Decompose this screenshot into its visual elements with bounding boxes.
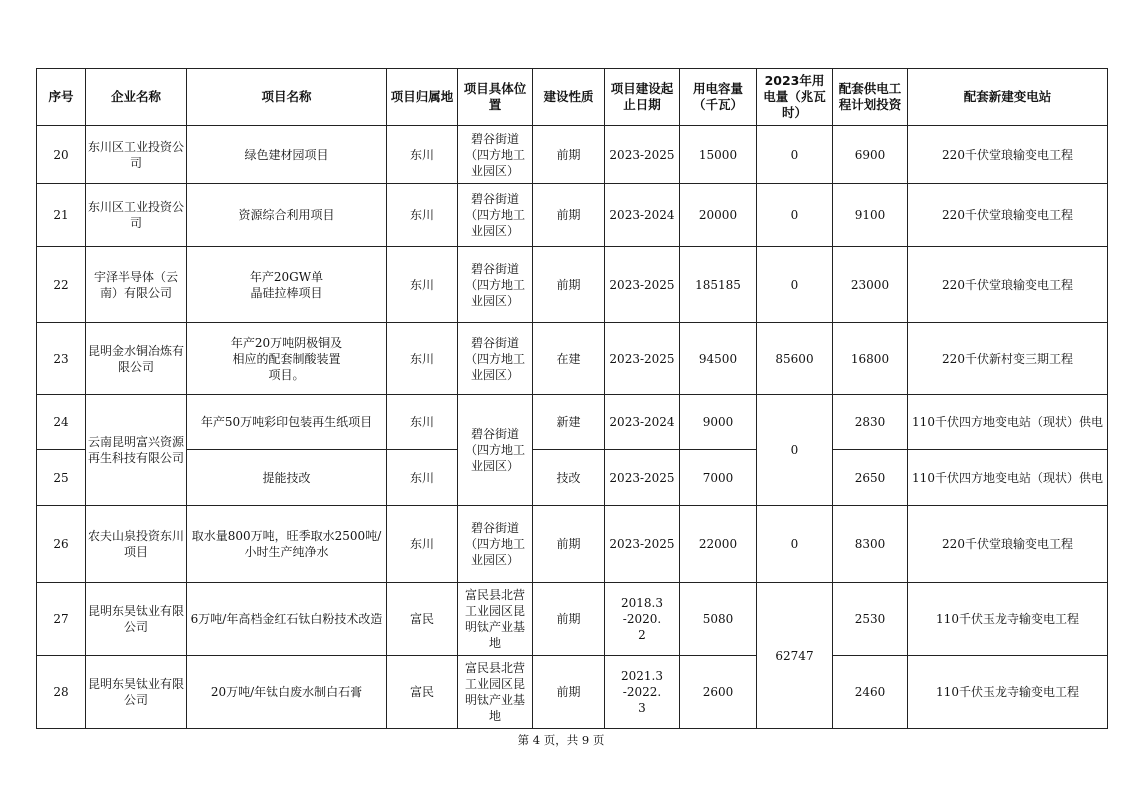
table-row [37, 184, 1108, 247]
cell-region: 东川 [387, 506, 458, 583]
cell-nature: 新建 [533, 395, 605, 450]
cell-usage: 0 [757, 395, 833, 506]
cell-substation: 110千伏玉龙寺输变电工程 [908, 583, 1108, 656]
cell-project: 年产50万吨彩印包装再生纸项目 [187, 395, 387, 450]
cell-period: 2023-2025 [605, 323, 680, 395]
cell-region: 东川 [387, 126, 458, 184]
cell-project: 年产20万吨阴极铜及相应的配套制酸装置项目。 [187, 323, 387, 395]
cell-seq: 22 [37, 247, 86, 323]
cell-capacity: 5080 [680, 583, 757, 656]
cell-capacity: 2600 [680, 656, 757, 729]
cell-usage: 0 [757, 506, 833, 583]
table-row [37, 506, 1108, 583]
table-row [37, 656, 1108, 729]
cell-region: 东川 [387, 247, 458, 323]
table-row [37, 247, 1108, 323]
cell-nature: 前期 [533, 506, 605, 583]
page-footer: 第 4 页，共 9 页 [517, 733, 605, 747]
header-period: 项目建设起止日期 [605, 69, 680, 126]
cell-project: 资源综合利用项目 [187, 184, 387, 247]
cell-usage: 0 [757, 126, 833, 184]
cell-seq: 23 [37, 323, 86, 395]
cell-nature: 技改 [533, 450, 605, 506]
cell-location: 碧谷街道（四方地工业园区） [458, 184, 533, 247]
cell-seq: 26 [37, 506, 86, 583]
cell-location: 碧谷街道（四方地工业园区） [458, 506, 533, 583]
cell-capacity: 9000 [680, 395, 757, 450]
cell-company: 云南昆明富兴资源再生科技有限公司 [86, 395, 187, 506]
cell-period: 2023-2024 [605, 395, 680, 450]
cell-region: 东川 [387, 184, 458, 247]
cell-seq: 24 [37, 395, 86, 450]
cell-period: 2021.3-2022.3 [605, 656, 680, 729]
cell-period: 2023-2025 [605, 506, 680, 583]
cell-company: 昆明金水铜冶炼有限公司 [86, 323, 187, 395]
cell-region: 富民 [387, 583, 458, 656]
header-substation: 配套新建变电站 [908, 69, 1108, 126]
cell-substation: 220千伏堂琅输变电工程 [908, 506, 1108, 583]
table-row [37, 583, 1108, 656]
cell-project: 取水量800万吨，旺季取水2500吨/小时生产纯净水 [187, 506, 387, 583]
cell-seq: 21 [37, 184, 86, 247]
header-seq: 序号 [37, 69, 86, 126]
cell-capacity: 15000 [680, 126, 757, 184]
header-investment: 配套供电工程计划投资 [833, 69, 908, 126]
cell-investment: 23000 [833, 247, 908, 323]
cell-seq: 20 [37, 126, 86, 184]
cell-usage: 0 [757, 247, 833, 323]
cell-investment: 16800 [833, 323, 908, 395]
header-nature: 建设性质 [533, 69, 605, 126]
cell-investment: 6900 [833, 126, 908, 184]
header-region: 项目归属地 [387, 69, 458, 126]
cell-period: 2023-2025 [605, 450, 680, 506]
header-capacity: 用电容量（千瓦） [680, 69, 757, 126]
cell-project: 提能技改 [187, 450, 387, 506]
cell-location: 富民县北营工业园区昆明钛产业基地 [458, 656, 533, 729]
cell-project: 年产20GW单晶硅拉棒项目 [187, 247, 387, 323]
table-row [37, 126, 1108, 184]
cell-investment: 9100 [833, 184, 908, 247]
cell-company: 昆明东昊钛业有限公司 [86, 656, 187, 729]
cell-nature: 在建 [533, 323, 605, 395]
cell-substation: 220千伏堂琅输变电工程 [908, 126, 1108, 184]
table-row [37, 323, 1108, 395]
cell-investment: 2460 [833, 656, 908, 729]
cell-capacity: 7000 [680, 450, 757, 506]
cell-substation: 220千伏堂琅输变电工程 [908, 247, 1108, 323]
cell-project: 20万吨/年钛白废水制白石膏 [187, 656, 387, 729]
cell-region: 东川 [387, 323, 458, 395]
cell-project: 绿色建材园项目 [187, 126, 387, 184]
header-company: 企业名称 [86, 69, 187, 126]
cell-substation: 110千伏四方地变电站（现状）供电 [908, 395, 1108, 450]
header-location: 项目具体位置 [458, 69, 533, 126]
cell-seq: 27 [37, 583, 86, 656]
cell-substation: 110千伏玉龙寺输变电工程 [908, 656, 1108, 729]
cell-location: 碧谷街道（四方地工业园区） [458, 126, 533, 184]
cell-substation: 110千伏四方地变电站（现状）供电 [908, 450, 1108, 506]
cell-period: 2023-2025 [605, 247, 680, 323]
cell-company: 农夫山泉投资东川项目 [86, 506, 187, 583]
header-usage: 2023年用电量（兆瓦时） [757, 69, 833, 126]
cell-capacity: 20000 [680, 184, 757, 247]
cell-nature: 前期 [533, 247, 605, 323]
cell-usage: 85600 [757, 323, 833, 395]
cell-capacity: 22000 [680, 506, 757, 583]
cell-location: 碧谷街道（四方地工业园区） [458, 247, 533, 323]
cell-nature: 前期 [533, 656, 605, 729]
cell-investment: 2830 [833, 395, 908, 450]
cell-capacity: 185185 [680, 247, 757, 323]
cell-investment: 8300 [833, 506, 908, 583]
cell-company: 东川区工业投资公司 [86, 126, 187, 184]
cell-company: 昆明东昊钛业有限公司 [86, 583, 187, 656]
header-row [37, 69, 1108, 126]
cell-capacity: 94500 [680, 323, 757, 395]
cell-project: 6万吨/年高档金红石钛白粉技术改造 [187, 583, 387, 656]
cell-nature: 前期 [533, 583, 605, 656]
cell-substation: 220千伏新村变三期工程 [908, 323, 1108, 395]
table-row [37, 395, 1108, 450]
cell-period: 2023-2024 [605, 184, 680, 247]
cell-nature: 前期 [533, 184, 605, 247]
cell-seq: 25 [37, 450, 86, 506]
cell-region: 富民 [387, 656, 458, 729]
cell-region: 东川 [387, 395, 458, 450]
project-table [36, 68, 1108, 729]
cell-substation: 220千伏堂琅输变电工程 [908, 184, 1108, 247]
cell-location: 富民县北营工业园区昆明钛产业基地 [458, 583, 533, 656]
cell-usage: 0 [757, 184, 833, 247]
cell-company: 东川区工业投资公司 [86, 184, 187, 247]
cell-location: 碧谷街道（四方地工业园区） [458, 323, 533, 395]
cell-company: 宇泽半导体（云南）有限公司 [86, 247, 187, 323]
cell-nature: 前期 [533, 126, 605, 184]
table-row [37, 450, 1108, 506]
cell-period: 2018.3-2020.2 [605, 583, 680, 656]
cell-location: 碧谷街道（四方地工业园区） [458, 395, 533, 506]
cell-investment: 2530 [833, 583, 908, 656]
cell-seq: 28 [37, 656, 86, 729]
header-project: 项目名称 [187, 69, 387, 126]
cell-investment: 2650 [833, 450, 908, 506]
cell-period: 2023-2025 [605, 126, 680, 184]
cell-usage: 62747 [757, 583, 833, 729]
cell-region: 东川 [387, 450, 458, 506]
